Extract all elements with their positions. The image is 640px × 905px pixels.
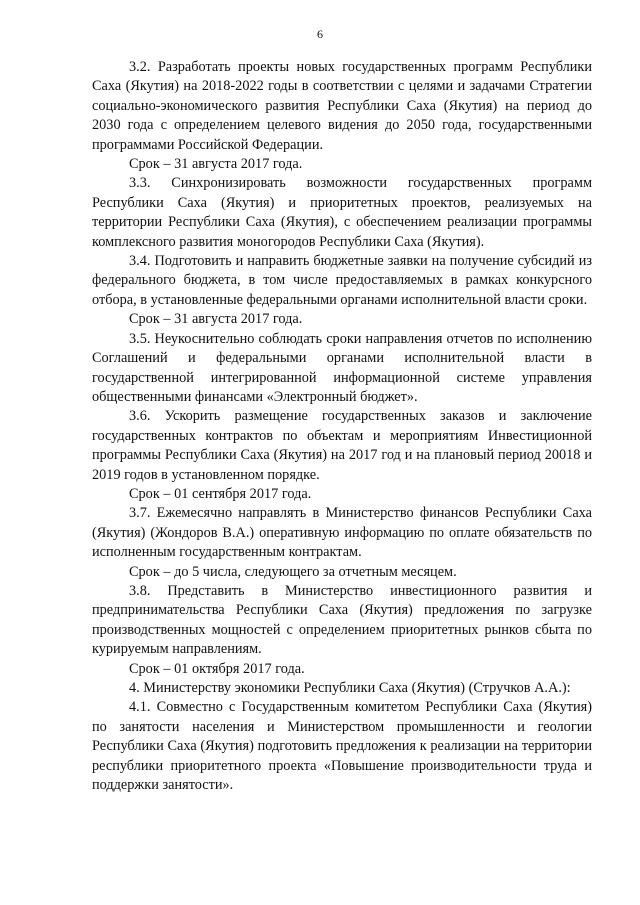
deadline-3-6: Срок – 01 сентября 2017 года.	[129, 485, 312, 502]
paragraph-3-8: 3.8. Представить в Министерство инвестиционного развития и предпринимательства Республики Саха (Якутия) предложения по загрузке производственных мощностей с определением приоритетных рынков сбыта по курируемым направлениям.	[92, 582, 592, 658]
page-number: 6	[317, 27, 323, 41]
deadline-3-4: Срок – 31 августа 2017 года.	[129, 311, 303, 328]
paragraph-3-3: 3.3. Синхронизировать возможности государственных программ Республики Саха (Якутия) и приоритетных проектов, реализуемых на территории Республики Саха (Якутия), с обеспечением реализации программы комплексного развития моногородов Республики Саха (Якутия).	[92, 175, 592, 250]
paragraph-3-4: 3.4. Подготовить и направить бюджетные заявки на получение субсидий из федерального бюджета, в том числе предоставляемых в рамках конкурсного отбора, в установленные федеральными органами исполнительной власти сроки.	[92, 253, 592, 308]
deadline-3-7: Срок – до 5 числа, следующего за отчетным месяцем.	[129, 563, 457, 580]
paragraph-4: 4. Министерству экономики Республики Саха (Якутия) (Стручков А.А.):	[129, 680, 571, 696]
document-body	[92, 58, 592, 795]
paragraph-4-1: 4.1. Совместно с Государственным комитетом Республики Саха (Якутия) по занятости населения и Министерством промышленности и геологии Республики Саха (Якутия) подготовить предложения к реализации на территории республики приоритетного проекта «Повышение производительности труда и поддержки занятости».	[92, 699, 592, 794]
paragraph-3-7: 3.7. Ежемесячно направлять в Министерство финансов Республики Саха (Якутия) (Жондоров В.А.) оперативную информацию по оплате обязательств по исполненным государственным контрактам.	[92, 505, 592, 561]
deadline-3-2: Срок – 31 августа 2017 года.	[129, 156, 303, 173]
deadline-3-8: Срок – 01 октября 2017 года.	[129, 660, 305, 677]
paragraph-3-6: 3.6. Ускорить размещение государственных заказов и заключение государственных контрактов по объектам и мероприятиям Инвестиционной программы Республики Саха (Якутия) на 2017 год и на плановый период 20018 и 2019 годов в установленном порядке.	[92, 408, 592, 483]
paragraph-3-2: 3.2. Разработать проекты новых государственных программ Республики Саха (Якутия) на 2018-2022 годы в соответствии с целями и задачами Стратегии социально-экономического развития Республики Саха (Якутия) на период до 2030 года с определением целевого видения до 2050 года, государственными программами Российской Федерации.	[92, 59, 592, 153]
paragraph-3-5: 3.5. Неукоснительно соблюдать сроки направления отчетов по исполнению Соглашений и федеральными органами исполнительной власти в государственной интегрированной информационной системе управления общественными финансами «Электронный бюджет».	[92, 330, 592, 405]
